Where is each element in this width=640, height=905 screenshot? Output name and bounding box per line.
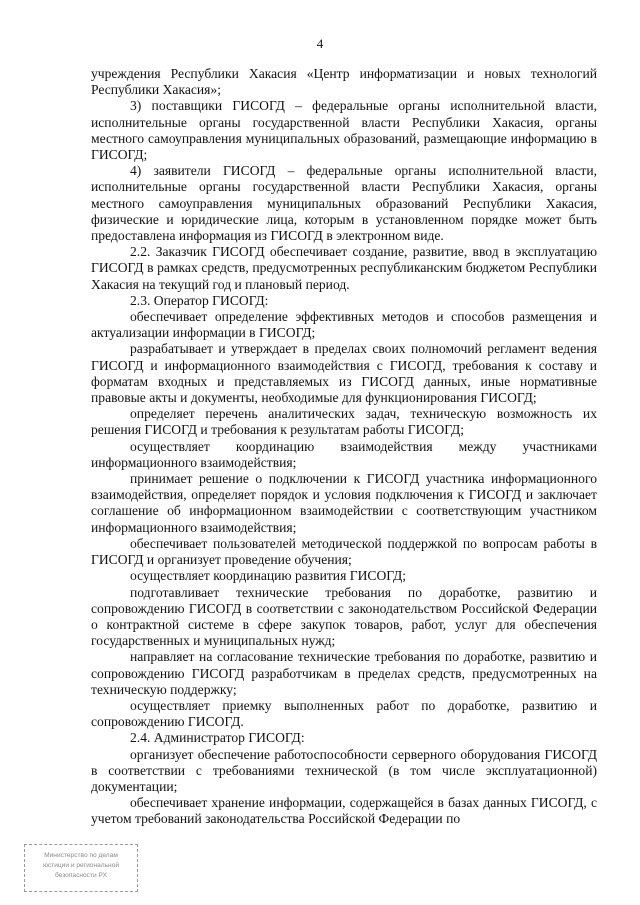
paragraph: обеспечивает определение эффективных методов и способов размещения и актуализации информации в ГИСОГД; [91, 309, 597, 341]
document-body [91, 66, 597, 828]
paragraph: осуществляет координацию развития ГИСОГД; [130, 568, 407, 584]
paragraph: обеспечивает пользователей методической поддержкой по вопросам работы в ГИСОГД и организует проведение обучения; [91, 535, 597, 568]
paragraph: определяет перечень аналитических задач, техническую возможность их решения ГИСОГД и требования к результатам работы ГИСОГД; [91, 406, 597, 438]
paragraph: подготавливает технические требования по доработке, развитию и сопровождению ГИСОГД в соответствии с законодательством Российской Федерации о контрактной системе в сфере закупок товаров, работ, услуг для обеспечения государственных и муниципальных нужд; [91, 584, 597, 649]
paragraph: осуществляет приемку выполненных работ по доработке, развитию и сопровождению ГИСОГД. [91, 697, 597, 730]
paragraph: принимает решение о подключении к ГИСОГД участника информационного взаимодействия, определяет порядок и условия подключения к ГИСОГД и заключает соглашение об информационном взаимодействии с соответствующим участником информационного взаимодействия; [91, 471, 597, 535]
stamp-line: юстиции и региональной [42, 862, 120, 869]
paragraph: осуществляет координацию взаимодействия между участниками информационного взаимодействия; [91, 438, 597, 470]
paragraph: 2.4. Администратор ГИСОГД: [130, 730, 305, 746]
paragraph: 2.3. Оператор ГИСОГД: [130, 292, 269, 308]
registration-stamp [24, 844, 138, 892]
stamp-line: Министерство по делам [44, 852, 118, 859]
paragraph: организует обеспечение работоспособности серверного оборудования ГИСОГД в соответствии с требованиями технической (в том числе эксплуатационной) документации; [91, 746, 597, 794]
paragraph: 2.2. Заказчик ГИСОГД обеспечивает создание, развитие, ввод в эксплуатацию ГИСОГД в рамках средств, предусмотренных республиканским бюджетом Республики Хакасия на текущий год и плановый период. [91, 244, 597, 292]
paragraph: разрабатывает и утверждает в пределах своих полномочий регламент ведения ГИСОГД и информационного взаимодействия с ГИСОГД, требования к составу и форматам входных и представляемых из ГИСОГД данных, иные нормативные правовые акты и документы, необходимые для функционирования ГИСОГД; [91, 341, 597, 406]
paragraph: учреждения Республики Хакасия «Центр информатизации и новых технологий Республики Хакасия»; [91, 66, 597, 98]
paragraph: 4) заявители ГИСОГД – федеральные органы исполнительной власти, исполнительные органы государственной власти Республики Хакасия, органы местного самоуправления муниципальных образований Республики Хакасия, физические и юридические лица, которым в установленном порядке может быть предоставлена информация из ГИСОГД в электронном виде. [91, 163, 597, 244]
paragraph: направляет на согласование технические требования по доработке, развитию и сопровождению ГИСОГД разработчикам в пределах средств, предусмотренных на техническую поддержку; [91, 649, 597, 697]
page-number: 4 [316, 36, 324, 51]
stamp-line: безопасности РХ [54, 872, 107, 879]
paragraph: обеспечивает хранение информации, содержащейся в базах данных ГИСОГД, с учетом требований законодательства Российской Федерации по [91, 795, 597, 827]
paragraph: 3) поставщики ГИСОГД – федеральные органы исполнительной власти, исполнительные органы государственной власти Республики Хакасия, органы местного самоуправления муниципальных образований, размещающие информацию в ГИСОГД; [91, 98, 597, 163]
